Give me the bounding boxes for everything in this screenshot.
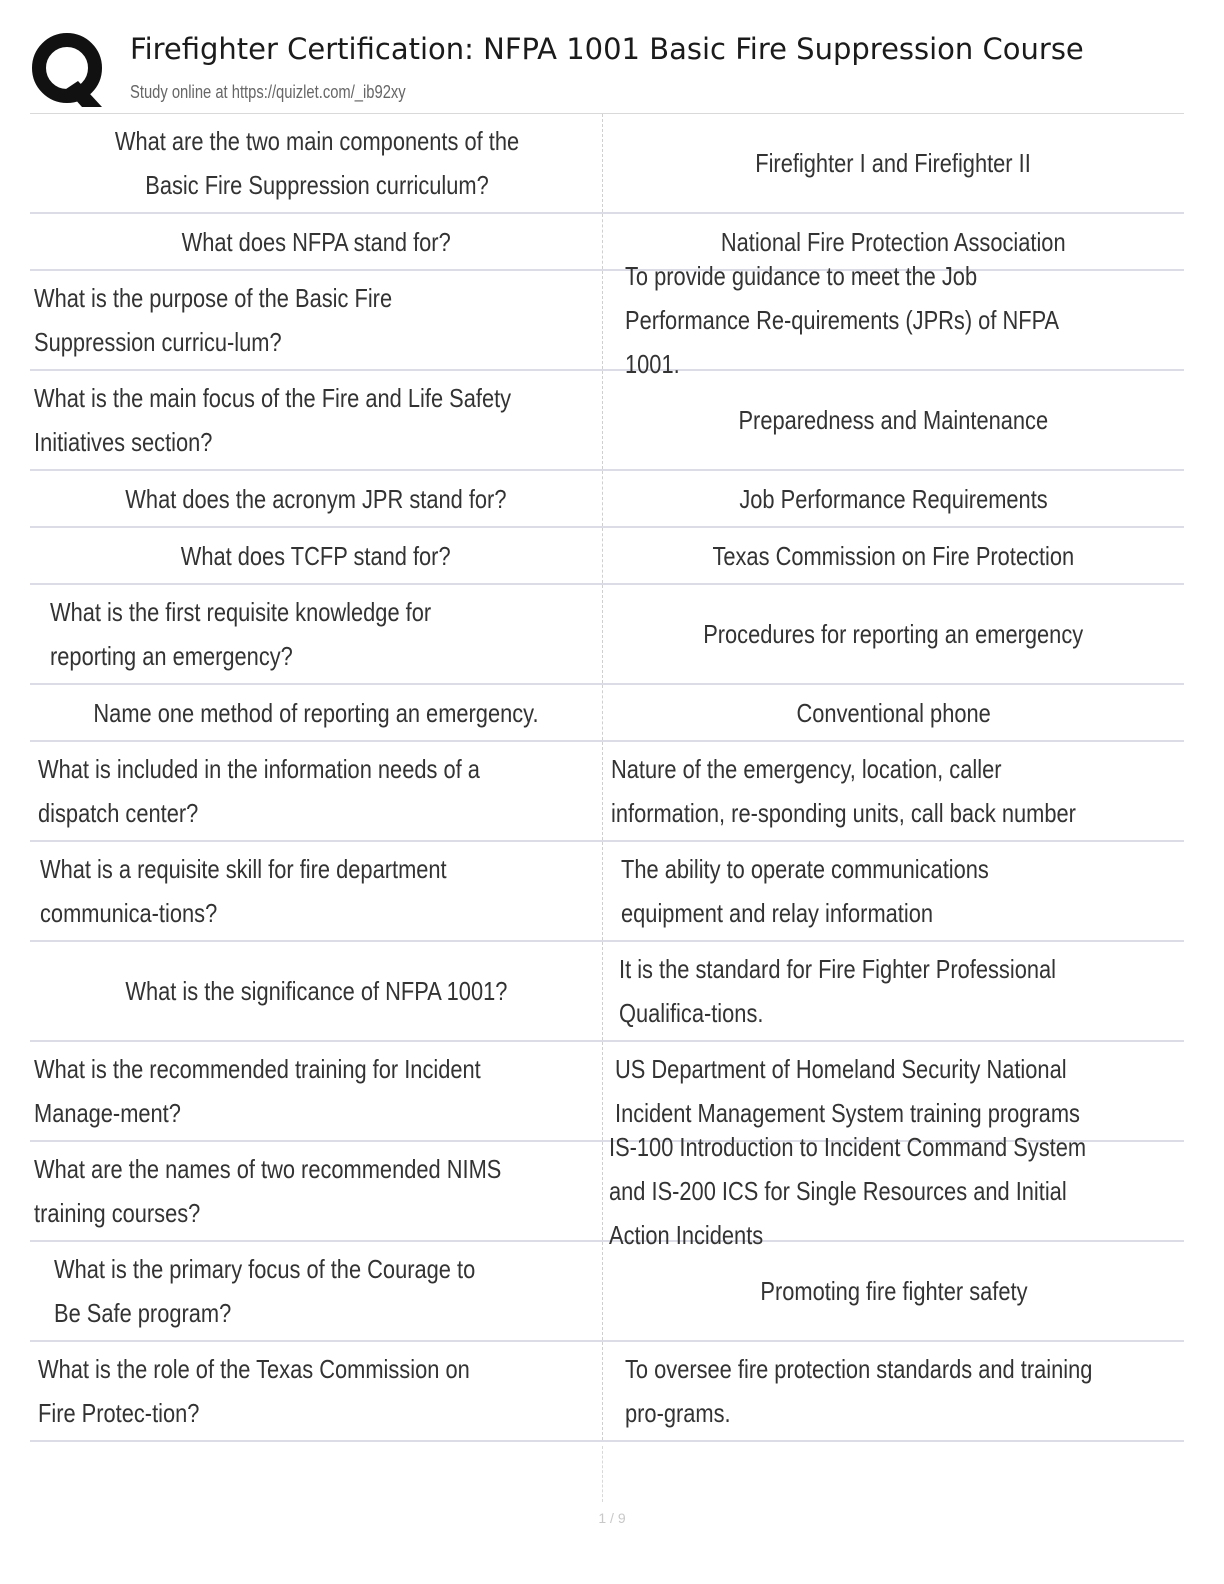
card-definition: Preparedness and Maintenance <box>738 405 1049 435</box>
flashcard-row <box>30 685 1184 742</box>
quizlet-logo-icon <box>30 31 108 109</box>
card-term: What is a requisite skill for fire department communica-tions? <box>30 842 603 940</box>
card-term: What is the main focus of the Fire and Life Safety Initiatives section? <box>30 371 603 469</box>
card-definition: US Department of Homeland Security National Incident Management System training programs <box>615 1054 1080 1128</box>
flashcard-row <box>30 842 1184 942</box>
card-definition: Promoting fire fighter safety <box>759 1276 1028 1306</box>
flashcard-row <box>30 1342 1184 1442</box>
card-term: What does TCFP stand for? <box>30 528 603 583</box>
flashcard-row <box>30 942 1184 1042</box>
card-definition: Procedures for reporting an emergency <box>703 619 1084 649</box>
card-definition: Conventional phone <box>796 697 991 728</box>
flashcard-row <box>30 528 1184 585</box>
card-definition: To oversee fire protection standards and training pro-grams. <box>625 1354 1093 1428</box>
flashcard-row <box>30 585 1184 685</box>
card-term: What does NFPA stand for? <box>30 214 603 269</box>
card-definition: Nature of the emergency, location, caller information, re-sponding units, call back number <box>611 754 1076 828</box>
page-number: 1 / 9 <box>598 1510 626 1526</box>
card-term: What is included in the information needs of a dispatch center? <box>30 742 603 840</box>
card-definition: It is the standard for Fire Fighter Professional Qualifica-tions. <box>619 954 1056 1028</box>
card-definition: Texas Commission on Fire Protection <box>712 540 1075 571</box>
column-divider-tail <box>602 1446 603 1502</box>
card-term: What is the significance of NFPA 1001? <box>30 942 603 1040</box>
card-term: What are the names of two recommended NIMS training courses? <box>30 1142 603 1240</box>
card-term: What are the two main components of the Basic Fire Suppression curriculum? <box>30 114 603 212</box>
card-term: What is the role of the Texas Commission on Fire Protec-tion? <box>30 1342 603 1440</box>
flashcard-list <box>30 114 1184 1442</box>
flashcard-row <box>30 261 1184 379</box>
card-term: What is the primary focus of the Courage to Be Safe program? <box>30 1242 603 1340</box>
flashcard-row <box>30 114 1184 214</box>
card-term: What does the acronym JPR stand for? <box>30 471 603 526</box>
card-term: Name one method of reporting an emergency. <box>30 685 603 740</box>
card-term: What is the recommended training for Incident Manage-ment? <box>30 1042 603 1140</box>
card-definition: The ability to operate communications equipment and relay information <box>621 854 989 928</box>
card-definition: National Fire Protection Association <box>721 226 1066 257</box>
page-header <box>30 28 1190 112</box>
flashcard-row <box>30 1132 1184 1250</box>
study-link[interactable]: Study online at https://quizlet.com/_ib92xy <box>130 82 406 102</box>
card-definition: Firefighter I and Firefighter II <box>755 148 1032 178</box>
flashcard-row <box>30 471 1184 528</box>
card-term: What is the purpose of the Basic Fire Suppression curricu-lum? <box>30 271 603 369</box>
card-term: What is the first requisite knowledge for reporting an emergency? <box>30 585 603 683</box>
card-definition: To provide guidance to meet the Job Performance Re-quirements (JPRs) of NFPA 1001. <box>625 261 1058 379</box>
page-title: Firefighter Certification: NFPA 1001 Basic Fire Suppression Course <box>130 32 1084 66</box>
card-definition: IS-100 Introduction to Incident Command System and IS-200 ICS for Single Resources and Initial Action Incidents <box>609 1132 1087 1250</box>
flashcard-row <box>30 742 1184 842</box>
card-definition: Job Performance Requirements <box>739 483 1048 514</box>
flashcard-row <box>30 1242 1184 1342</box>
flashcard-row <box>30 371 1184 471</box>
